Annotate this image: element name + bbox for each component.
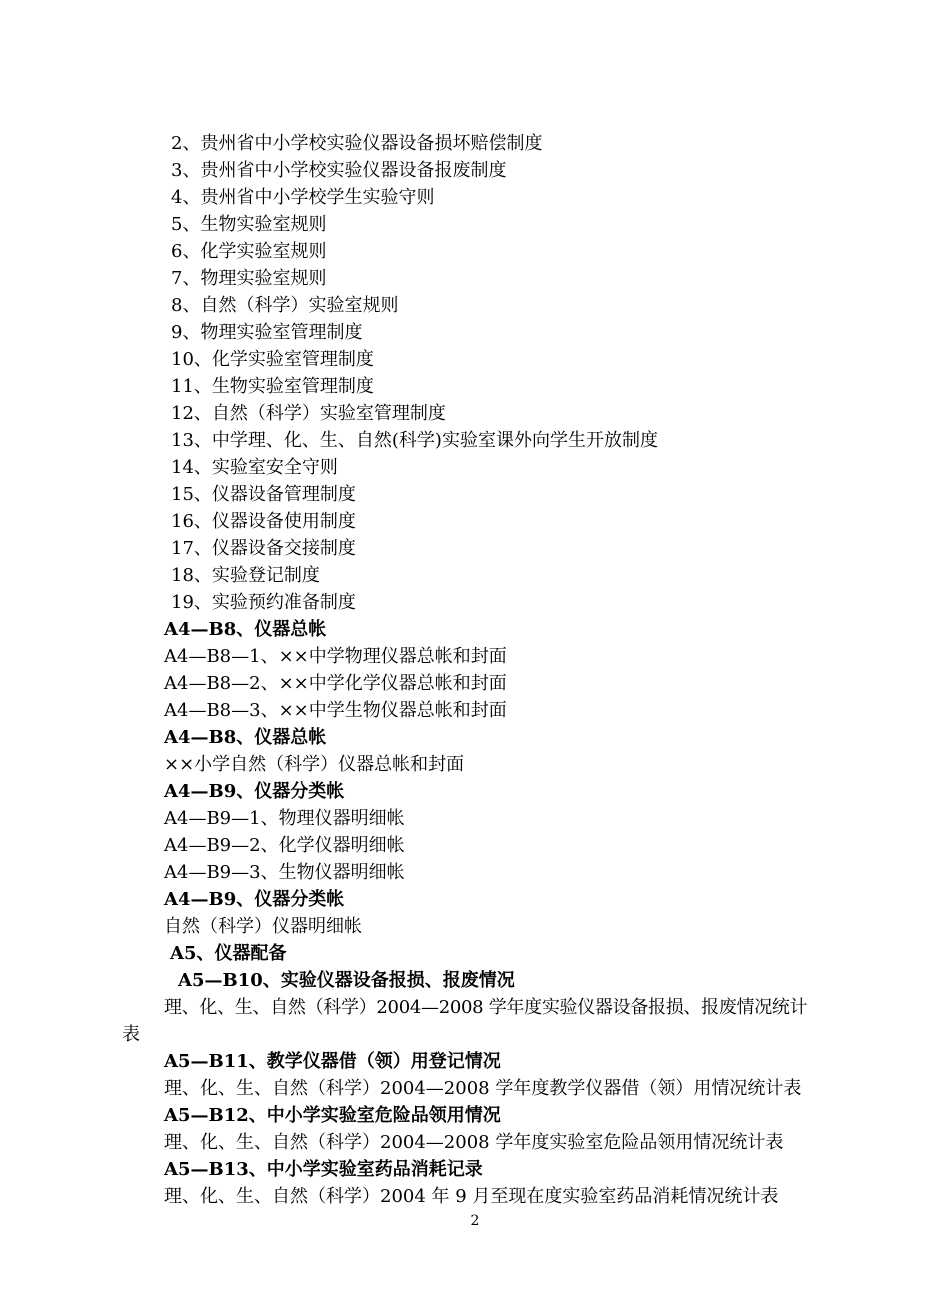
list-item: A4—B9—3、生物仪器明细帐 xyxy=(164,862,405,883)
list-item: A4—B8—1、××中学物理仪器总帐和封面 xyxy=(164,646,507,667)
list-item: A4—B9—2、化学仪器明细帐 xyxy=(164,835,405,856)
list-item: 16、仪器设备使用制度 xyxy=(171,511,356,532)
list-item: 17、仪器设备交接制度 xyxy=(171,538,356,559)
list-item: 6、化学实验室规则 xyxy=(171,241,327,262)
section-heading: A4—B8、仪器总帐 xyxy=(164,727,327,748)
section-heading: A4—B9、仪器分类帐 xyxy=(164,781,345,802)
section-heading: A5—B13、中小学实验室药品消耗记录 xyxy=(164,1159,483,1180)
list-item: 18、实验登记制度 xyxy=(171,565,320,586)
list-item: 10、化学实验室管理制度 xyxy=(171,349,374,370)
list-item: 自然（科学）仪器明细帐 xyxy=(164,916,362,937)
list-item: 14、实验室安全守则 xyxy=(171,457,338,478)
section-heading: A4—B8、仪器总帐 xyxy=(164,619,327,640)
page-number: 2 xyxy=(470,1213,480,1229)
list-item: 4、贵州省中小学校学生实验守则 xyxy=(171,187,435,208)
list-item: 5、生物实验室规则 xyxy=(171,214,327,235)
list-item: 理、化、生、自然（科学）2004—2008 学年度教学仪器借（领）用情况统计表 xyxy=(164,1078,802,1099)
list-item: 8、自然（科学）实验室规则 xyxy=(171,295,399,316)
list-item: 理、化、生、自然（科学）2004—2008 学年度实验室危险品领用情况统计表 xyxy=(164,1132,784,1153)
section-heading: A5、仪器配备 xyxy=(170,943,287,964)
list-item: 9、物理实验室管理制度 xyxy=(171,322,363,343)
list-item: ××小学自然（科学）仪器总帐和封面 xyxy=(164,754,465,775)
section-heading: A4—B9、仪器分类帐 xyxy=(164,889,345,910)
list-item: 理、化、生、自然（科学）2004 年 9 月至现在度实验室药品消耗情况统计表 xyxy=(164,1186,779,1207)
list-item: A4—B9—1、物理仪器明细帐 xyxy=(164,808,405,829)
list-item: 7、物理实验室规则 xyxy=(171,268,327,289)
list-item: 13、中学理、化、生、自然(科学)实验室课外向学生开放制度 xyxy=(171,430,658,451)
list-item: 3、贵州省中小学校实验仪器设备报废制度 xyxy=(171,160,507,181)
list-item: 理、化、生、自然（科学）2004—2008 学年度实验仪器设备报损、报废情况统计 xyxy=(164,997,808,1018)
list-item: A4—B8—3、××中学生物仪器总帐和封面 xyxy=(164,700,507,721)
list-item: 11、生物实验室管理制度 xyxy=(171,376,374,397)
list-item: 表 xyxy=(122,1024,140,1045)
section-heading: A5—B11、教学仪器借（领）用登记情况 xyxy=(164,1051,501,1072)
list-item: 12、自然（科学）实验室管理制度 xyxy=(171,403,446,424)
list-item: 2、贵州省中小学校实验仪器设备损坏赔偿制度 xyxy=(171,133,543,154)
section-heading: A5—B10、实验仪器设备报损、报废情况 xyxy=(178,970,515,991)
list-item: A4—B8—2、××中学化学仪器总帐和封面 xyxy=(164,673,507,694)
list-item: 19、实验预约准备制度 xyxy=(171,592,356,613)
list-item: 15、仪器设备管理制度 xyxy=(171,484,356,505)
section-heading: A5—B12、中小学实验室危险品领用情况 xyxy=(164,1105,501,1126)
